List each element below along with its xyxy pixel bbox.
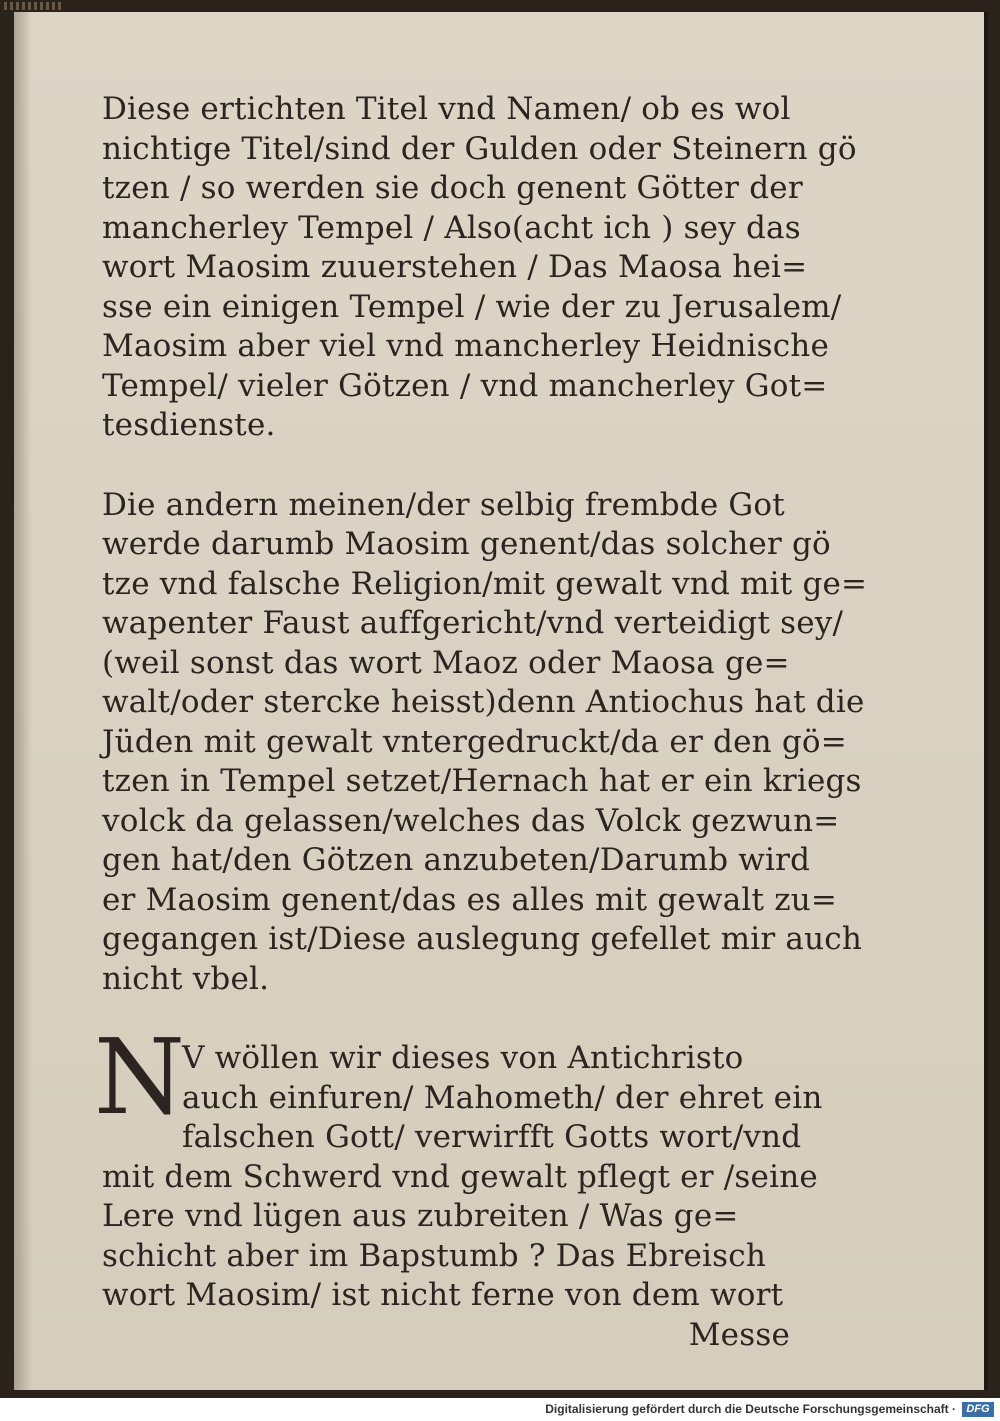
text-line: tzen / so werden sie doch genent Götter der — [102, 170, 803, 206]
text-line: volck da gelassen/welches das Volck gezwun= — [102, 802, 840, 839]
funding-notice: Digitalisierung gefördert durch die Deutsche Forschungsgemeinschaft · — [545, 1402, 956, 1416]
text-line: sse ein einigen Tempel / wie der zu Jerusalem/ — [102, 288, 842, 325]
text-line: tzen in Tempel setzet/Hernach hat er ein kriegs — [102, 763, 862, 799]
text-line: falschen Gott/ verwirfft Gotts wort/vnd — [182, 1119, 802, 1155]
text-line: mancherley Tempel / Also(acht ich ) sey das — [102, 209, 801, 246]
text-line: nichtige Titel/sind der Gulden oder Steinern gö — [102, 130, 857, 167]
text-line: wort Maosim/ ist nicht ferne von dem wort — [102, 1277, 784, 1313]
text-line: schicht aber im Bapstumb ? Das Ebreisch — [102, 1237, 766, 1274]
paragraph-1 — [102, 90, 857, 446]
footer-bar — [0, 1398, 1000, 1421]
text-line: walt/oder stercke heisst)denn Antiochus hat die — [102, 684, 865, 720]
text-line: Lere vnd lügen aus zubreiten / Was ge= — [102, 1198, 739, 1234]
text-line: Die andern meinen/der selbig frembde Got — [102, 486, 785, 523]
text-line: tze vnd falsche Religion/mit gewalt vnd mit ge= — [102, 565, 868, 602]
page-edge-strip — [4, 2, 64, 10]
text-line: werde darumb Maosim genent/das solcher gö — [102, 526, 831, 562]
text-line: Tempel/ vieler Götzen / vnd mancherley Got= — [102, 367, 828, 404]
text-line: gen hat/den Götzen anzubeten/Darumb wird — [102, 842, 811, 878]
catchword: Messe — [688, 1316, 790, 1353]
text-line: mit dem Schwerd vnd gewalt pflegt er /seine — [102, 1158, 818, 1195]
text-line: wort Maosim zuuerstehen / Das Maosa hei= — [102, 249, 808, 285]
text-line: Maosim aber viel vnd mancherley Heidnische — [102, 328, 829, 364]
paragraph-2 — [102, 486, 868, 1000]
text-line: auch einfuren/ Mahometh/ der ehret ein — [182, 1079, 823, 1116]
text-line: gegangen ist/Diese auslegung gefellet mir auch — [102, 921, 862, 957]
book-page — [14, 12, 988, 1390]
text-line: nicht vbel. — [102, 960, 270, 997]
text-line: Diese ertichten Titel vnd Namen/ ob es wol — [102, 91, 791, 127]
text-line: V wöllen wir dieses von Antichristo — [182, 1040, 744, 1076]
page-text — [94, 90, 868, 1355]
dfg-logo-icon: DFG — [962, 1402, 994, 1417]
paragraph-3 — [94, 1016, 823, 1355]
drop-initial: N — [94, 1016, 186, 1138]
text-line: wapenter Faust auffgericht/vnd verteidigt sey/ — [102, 605, 844, 641]
text-line: er Maosim genent/das es alles mit gewalt zu= — [102, 881, 838, 918]
text-line: (weil sonst das wort Maoz oder Maosa ge= — [102, 644, 790, 681]
text-line: Jüden mit gewalt vntergedruckt/da er den gö= — [102, 723, 847, 760]
gutter-shadow — [14, 12, 32, 1390]
text-line: tesdienste. — [102, 407, 276, 443]
